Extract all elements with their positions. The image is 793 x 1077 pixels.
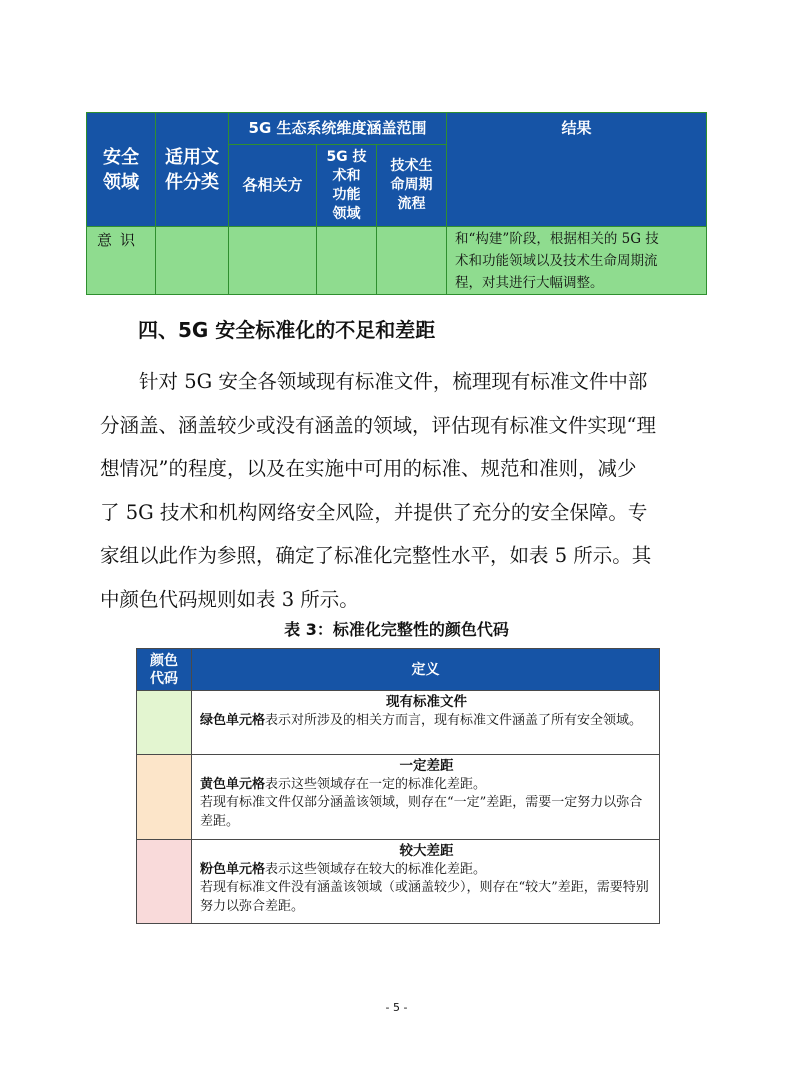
definition-yellow [192,755,660,840]
definition-text: 表示对所涉及的相关方而言，现有标准文件涵盖了所有安全领域。 [265,712,643,728]
definition-title: 一定差距 [399,758,454,774]
definition-pink [192,840,660,924]
header-stakeholders: 各相关方 [229,145,317,227]
cell-lifecycle [377,227,447,295]
header-definition: 定义 [192,649,660,691]
definition-text-2: 若现有标准文件仅部分涵盖该领域，则存在“一定”差距，需要一定努力以弥合差距。 [200,795,643,829]
swatch-green [137,691,192,755]
header-tech-domain: 5G 技 术和 功能 领域 [317,145,377,227]
definition-text: 表示这些领域存在较大的标准化差距。 [265,861,487,877]
paragraph-line: 家组以此作为参照，确定了标准化完整性水平，如表 5 所示。其 [100,544,652,567]
header-color-code: 颜色 代码 [137,649,192,691]
header-result: 结果 [447,113,707,227]
definition-title: 现有标准文件 [386,694,467,710]
swatch-yellow [137,755,192,840]
table-caption: 表 3：标准化完整性的颜色代码 [284,620,509,639]
cell-category [156,227,229,295]
cell-tech-domain [317,227,377,295]
header-ecosystem-scope: 5G 生态系统维度涵盖范围 [229,113,447,145]
header-lifecycle: 技术生 命周期 流程 [377,145,447,227]
color-code-table [136,648,660,924]
definition-title: 较大差距 [399,843,454,859]
cell-result: 和“构建”阶段，根据相关的 5G 技 术和功能领域以及技术生命周期流 程，对其进行大幅调整。 [447,227,707,295]
paragraph-line: 针对 5G 安全各领域现有标准文件，梳理现有标准文件中部 [139,370,648,393]
paragraph-line: 了 5G 技术和机构网络安全风险，并提供了充分的安全保障。专 [100,500,648,524]
paragraph-line: 分涵盖、涵盖较少或没有涵盖的领域，评估现有标准文件实现“理 [100,413,656,437]
definition-label: 粉色单元格 [200,861,266,877]
definition-text: 表示这些领域存在一定的标准化差距。 [265,776,487,792]
standards-coverage-table [86,112,707,295]
definition-label: 黄色单元格 [200,776,266,792]
definition-green [192,691,660,755]
section-heading: 四、5G 安全标准化的不足和差距 [138,318,436,342]
swatch-pink [137,840,192,924]
cell-domain-awareness: 意识 [87,227,156,295]
body-paragraph [100,360,696,621]
cell-stakeholders [229,227,317,295]
header-document-category: 适用文 件分类 [156,113,229,227]
header-security-domain: 安全 领域 [87,113,156,227]
paragraph-line: 想情况”的程度，以及在实施中可用的标准、规范和准则，减少 [100,457,637,480]
page-number: - 5 - [385,1001,408,1014]
paragraph-line: 中颜色代码规则如表 3 所示。 [100,587,359,611]
definition-text-2: 若现有标准文件没有涵盖该领域（或涵盖较少），则存在“较大”差距，需要特别努力以弥合差距。 [200,880,649,914]
definition-label: 绿色单元格 [200,712,266,728]
